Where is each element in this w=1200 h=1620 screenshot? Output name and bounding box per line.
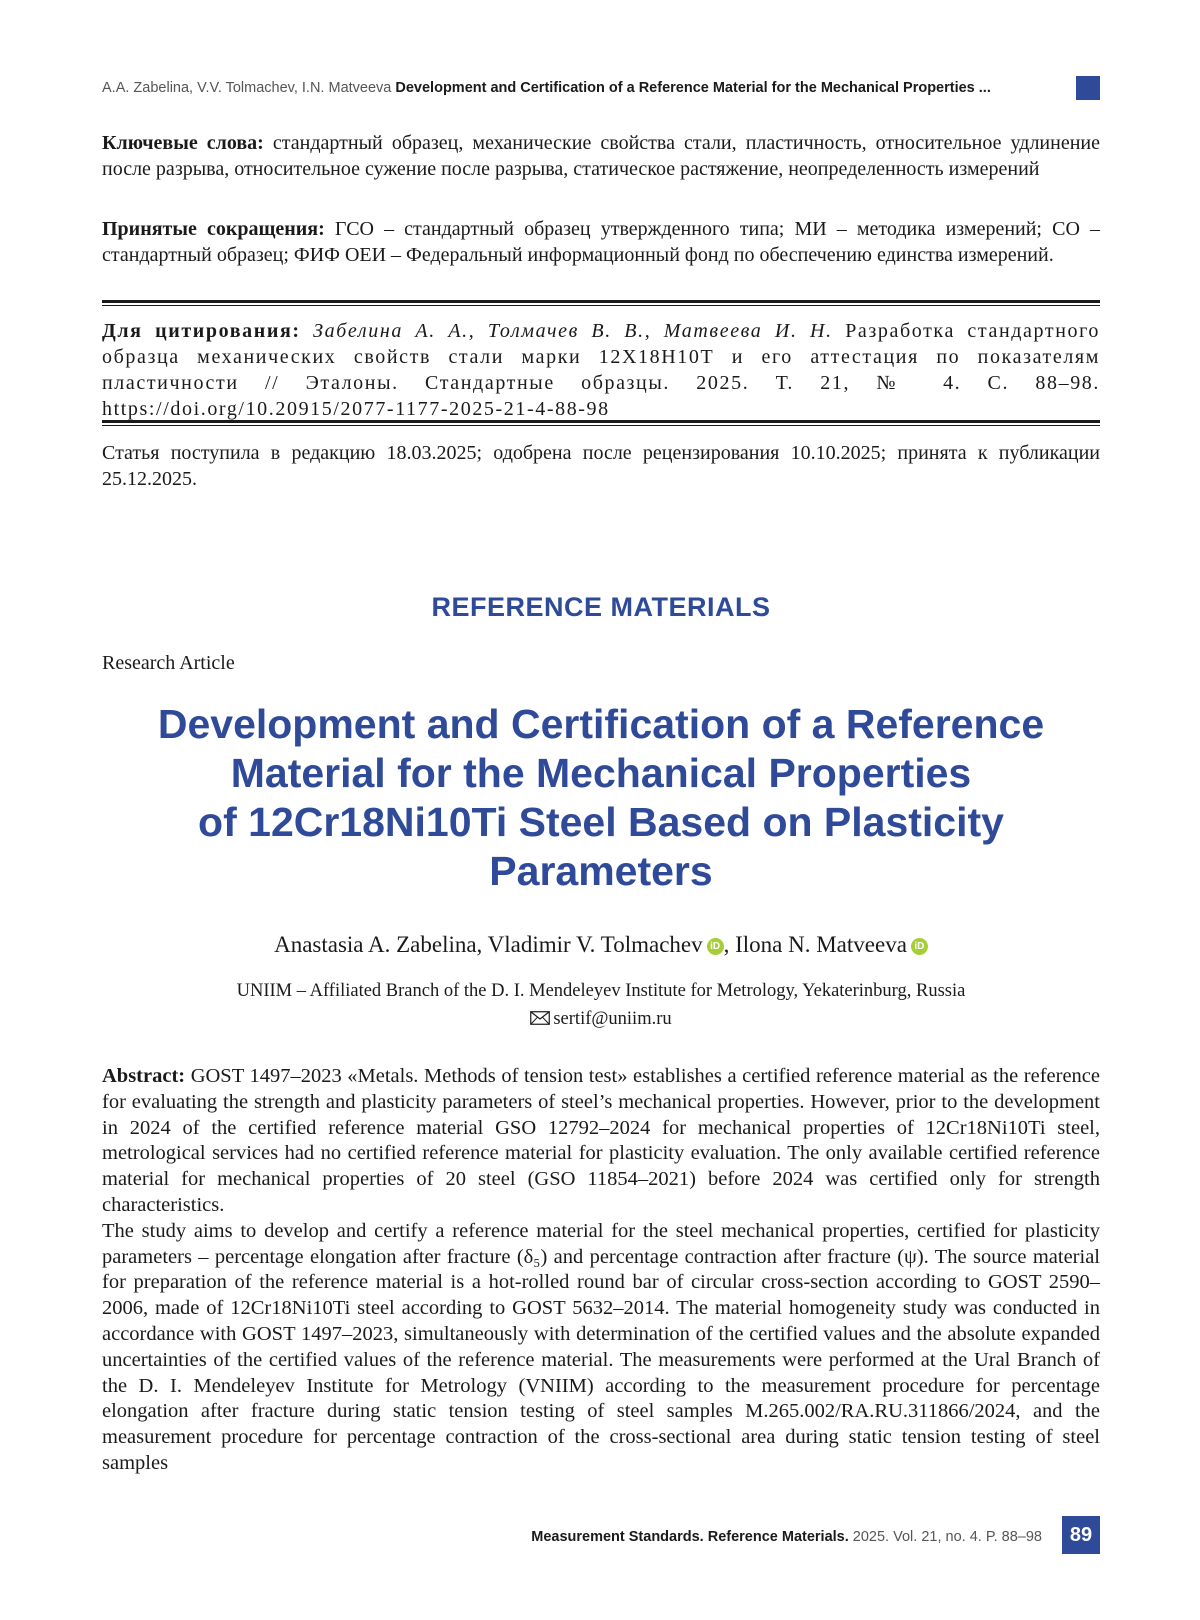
article-dates: Статья поступила в редакцию 18.03.2025; одобрена после рецензирования 10.10.2025; принята к публикации 25.12.2025. bbox=[102, 442, 1100, 490]
running-header-title: Development and Certification of a Reference Material for the Mechanical Properties ... bbox=[395, 80, 991, 96]
author-name: Anastasia A. Zabelina, bbox=[274, 932, 483, 957]
abbreviations-block bbox=[102, 216, 1100, 268]
citation-block bbox=[102, 318, 1100, 422]
journal-issue: 2025. Vol. 21, no. 4. P. 88–98 bbox=[852, 1529, 1042, 1545]
header-square-marker bbox=[1076, 76, 1100, 100]
author-name: Vladimir V. Tolmachev bbox=[487, 932, 703, 957]
affiliation: UNIIM – Affiliated Branch of the D. I. Mendeleyev Institute for Metrology, Yekaterinburg, Russia bbox=[236, 981, 966, 1001]
author-separator: , bbox=[723, 932, 730, 957]
abstract-label: Abstract: bbox=[102, 1065, 186, 1087]
citation-bottom-rule bbox=[102, 420, 1100, 426]
running-header-authors: A.A. Zabelina, V.V. Tolmachev, I.N. Matveeva bbox=[102, 80, 392, 96]
abstract-block bbox=[102, 1064, 1100, 1477]
email-line bbox=[102, 1006, 1100, 1032]
author-name: Ilona N. Matveeva bbox=[735, 932, 907, 957]
authors-line bbox=[102, 930, 1100, 960]
running-header bbox=[102, 76, 1062, 100]
abbreviations-text: ГСО – стандартный образец утвержденного типа; МИ – методика измерений; СО – стандартный образец; ФИФ ОЕИ – Федеральный информационный фонд по обеспечению единства измерений. bbox=[102, 218, 1100, 266]
keywords-text: стандартный образец, механические свойства стали, пластичность, относительное удлинение после разрыва, относительное сужение после разрыва, статическое растяжение, неопределенность измерений bbox=[102, 132, 1101, 180]
citation-label: Для цитирования: bbox=[102, 320, 301, 342]
page-number: 89 bbox=[1062, 1516, 1100, 1554]
title-line: Parameters bbox=[489, 848, 713, 894]
envelope-icon bbox=[530, 1011, 550, 1025]
title-line: Material for the Mechanical Properties bbox=[230, 750, 972, 796]
article-type: Research Article bbox=[102, 652, 235, 674]
keywords-label: Ключевые слова: bbox=[102, 132, 264, 154]
citation-top-rule bbox=[102, 300, 1100, 306]
citation-authors: Забелина А. А., Толмачев В. В., Матвеева И. Н. bbox=[313, 320, 833, 342]
section-title: REFERENCE MATERIALS bbox=[431, 592, 771, 622]
title-line: of 12Cr18Ni10Ti Steel Based on Plasticity bbox=[198, 799, 1004, 845]
abstract-paragraph bbox=[102, 1064, 1100, 1219]
article-title bbox=[102, 700, 1100, 896]
abstract-text: GOST 1497–2023 «Metals. Methods of tension test» establishes a certified reference material as the reference for evaluating the strength and plasticity parameters of steel’s mechanical properties. However, prior to the development in 2024 of the certified reference material GSO 12792–2024 for mechanical properties of 12Cr18Ni10Ti steel, metrological services had no certified reference material for plasticity evaluation. The only available certified reference material for mechanical properties of 20 steel (GSO 11854–2021) before 2024 was certified only for strength characteristics. bbox=[102, 1065, 1100, 1216]
citation-text: Разработка стандартного образца механических свойств стали марки 12Х18Н10Т и его аттестация по показателям пластичности // Эталоны. Стандартные образцы. 2025. Т. 21, № 4. С. 88–98. https://doi.org/10.20915/2077-1177-2025-21-4-88-98 bbox=[102, 320, 1100, 420]
orcid-icon[interactable]: iD bbox=[911, 938, 928, 955]
footer-journal bbox=[300, 1522, 1042, 1552]
abbreviations-label: Принятые сокращения: bbox=[102, 218, 325, 240]
keywords-block bbox=[102, 130, 1100, 182]
email-link[interactable]: sertif@uniim.ru bbox=[553, 1009, 672, 1029]
abstract-paragraph: The study aims to develop and certify a reference material for the steel mechanical properties, certified for plasticity parameters – percentage elongation after fracture (δ₅) and percentage contraction after fracture (ψ). The source material for preparation of the reference material is a hot-rolled round bar of circular cross-section according to GOST 2590–2006, made of 12Cr18Ni10Ti steel according to GOST 5632–2014. The material homogeneity study was conducted in accordance with GOST 1497–2023, simultaneously with determination of the certified values and the absolute expanded uncertainties of the certified values of the reference material. The measurements were performed at the Ural Branch of the D. I. Mendeleyev Institute for Metrology (VNIIM) according to the measurement procedure for percentage elongation after fracture during static tension testing of steel samples M.265.002/RA.RU.311866/2024, and the measurement procedure for percentage contraction of the cross-sectional area during static tension testing of steel samples bbox=[102, 1219, 1100, 1474]
orcid-icon[interactable]: iD bbox=[707, 938, 724, 955]
journal-name: Measurement Standards. Reference Materials. bbox=[531, 1529, 849, 1545]
title-line: Development and Certification of a Reference bbox=[157, 701, 1045, 747]
